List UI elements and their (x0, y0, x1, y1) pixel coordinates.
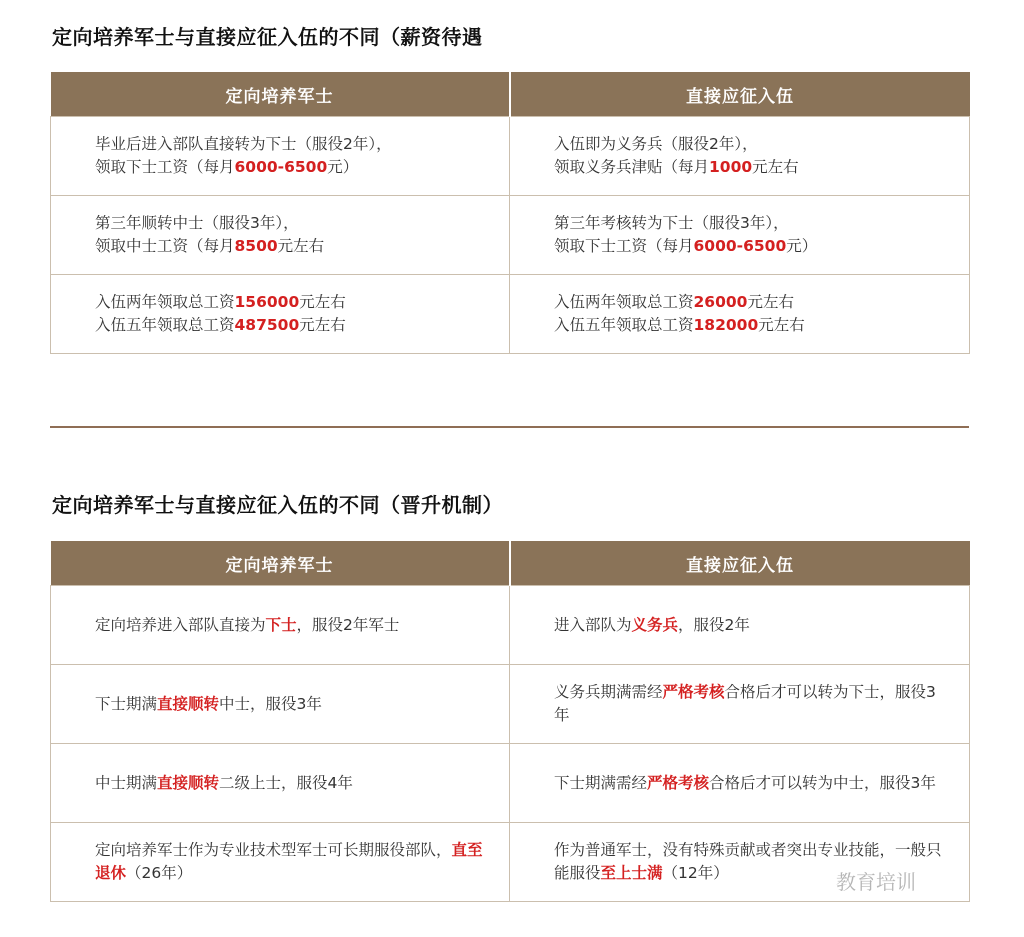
highlight-value: 直接顺转 (157, 773, 220, 792)
cell-text: 元） (327, 158, 359, 176)
cell-text: 合格后才可以转为下士，服役3年 (554, 683, 936, 724)
cell-line (95, 614, 489, 637)
direct-enlistment-cell (510, 117, 970, 196)
highlight-value: 下士 (265, 615, 297, 634)
header-direct-enlistment: 直接应征入伍 (510, 541, 970, 586)
cell-text: 毕业后进入部队直接转为下士（服役2年）， (95, 135, 392, 153)
cell-text: （26年） (126, 864, 193, 882)
cell-text: 进入部队为 (554, 615, 632, 634)
direct-enlistment-cell (510, 586, 970, 665)
directed-sergeant-cell (51, 665, 510, 744)
salary-section-title: 定向培养军士与直接应征入伍的不同（薪资待遇 (52, 25, 483, 49)
cell-text: ，服役2年 (678, 615, 750, 634)
highlight-value: 6000-6500 (693, 237, 787, 255)
promotion-comparison-table (50, 541, 970, 902)
section-divider (50, 426, 969, 428)
direct-enlistment-cell (510, 665, 970, 744)
cell-line (554, 681, 949, 727)
highlight-value: 6000-6500 (234, 158, 328, 176)
cell-line (554, 614, 949, 637)
cell-text: 领取下士工资（每月 (554, 237, 694, 255)
direct-enlistment-cell (510, 275, 970, 354)
table-row (51, 196, 970, 275)
cell-text: 合格后才可以转为中士，服役3年 (709, 773, 936, 792)
highlight-value: 直接顺转 (157, 694, 220, 713)
cell-text: 下士期满需经 (554, 773, 648, 792)
highlight-value: 至上士满 (600, 864, 663, 882)
highlight-value: 26000 (693, 293, 748, 311)
cell-line (554, 133, 949, 156)
cell-line (95, 772, 489, 795)
cell-line (554, 156, 949, 179)
cell-text: 元左右 (299, 316, 346, 334)
table-row (51, 823, 970, 902)
table-header-row (51, 541, 970, 586)
cell-text: 中士期满 (95, 773, 158, 792)
directed-sergeant-cell (51, 823, 510, 902)
cell-line (95, 133, 489, 156)
highlight-value: 182000 (693, 316, 759, 334)
cell-text: 定向培养进入部队直接为 (95, 615, 266, 634)
table-row (51, 665, 970, 744)
cell-line (95, 212, 489, 235)
highlight-value: 156000 (234, 293, 300, 311)
cell-text: 领取中士工资（每月 (95, 237, 235, 255)
table-row (51, 744, 970, 823)
table-row (51, 117, 970, 196)
cell-text: 元左右 (299, 293, 346, 311)
cell-text: 元左右 (277, 237, 325, 255)
cell-line (95, 291, 489, 314)
cell-text: 第三年考核转为下士（服役3年）， (554, 214, 789, 232)
cell-text: 入伍即为义务兵（服役2年）， (554, 135, 758, 153)
cell-line (554, 291, 949, 314)
cell-line (554, 235, 949, 258)
cell-text: 领取义务兵津贴（每月 (554, 158, 710, 176)
cell-text: 二级上士，服役4年 (219, 773, 353, 792)
cell-text: 元左右 (752, 158, 799, 176)
table-header-row (51, 72, 970, 117)
cell-line (554, 772, 949, 795)
cell-text: 作为普通军士，没有特殊贡献或者突出专业技能，一般只能服役 (554, 841, 942, 882)
cell-line (554, 212, 949, 235)
highlight-value: 严格考核 (647, 773, 710, 792)
cell-text: 元） (786, 237, 818, 255)
cell-text: 义务兵期满需经 (554, 683, 663, 701)
cell-text: 入伍两年领取总工资 (95, 293, 235, 311)
highlight-value: 8500 (234, 237, 278, 255)
promotion-section-title: 定向培养军士与直接应征入伍的不同（晋升机制） (52, 493, 503, 517)
header-direct-enlistment: 直接应征入伍 (510, 72, 970, 117)
highlight-value: 严格考核 (662, 683, 725, 701)
table-row (51, 275, 970, 354)
cell-text: 中士，服役3年 (219, 694, 322, 713)
cell-line (95, 235, 489, 258)
directed-sergeant-cell (51, 744, 510, 823)
highlight-value: 直至退休 (95, 841, 483, 882)
cell-text: 入伍五年领取总工资 (554, 316, 694, 334)
cell-line (95, 314, 489, 337)
watermark-text: 教育培训 (836, 870, 916, 894)
cell-text: 下士期满 (95, 694, 158, 713)
header-directed-sergeant: 定向培养军士 (51, 541, 510, 586)
cell-text: 元左右 (747, 293, 794, 311)
cell-line (95, 156, 489, 179)
cell-text: 入伍两年领取总工资 (554, 293, 694, 311)
cell-text: 第三年顺转中士（服役3年）， (95, 214, 299, 232)
cell-line (95, 839, 489, 885)
direct-enlistment-cell (510, 196, 970, 275)
cell-text: 领取下士工资（每月 (95, 158, 235, 176)
direct-enlistment-cell (510, 744, 970, 823)
highlight-value: 487500 (234, 316, 300, 334)
highlight-value: 1000 (709, 158, 753, 176)
cell-text: ，服役2年军士 (296, 615, 400, 634)
cell-text: 元左右 (758, 316, 805, 334)
directed-sergeant-cell (51, 117, 510, 196)
cell-text: 入伍五年领取总工资 (95, 316, 235, 334)
salary-comparison-table (50, 72, 970, 354)
directed-sergeant-cell (51, 275, 510, 354)
cell-text: （12年） (662, 864, 729, 882)
highlight-value: 义务兵 (631, 615, 679, 634)
cell-text: 定向培养军士作为专业技术型军士可长期服役部队， (95, 841, 452, 859)
cell-line (554, 314, 949, 337)
header-directed-sergeant: 定向培养军士 (51, 72, 510, 117)
directed-sergeant-cell (51, 196, 510, 275)
directed-sergeant-cell (51, 586, 510, 665)
table-row (51, 586, 970, 665)
cell-line (95, 693, 489, 716)
